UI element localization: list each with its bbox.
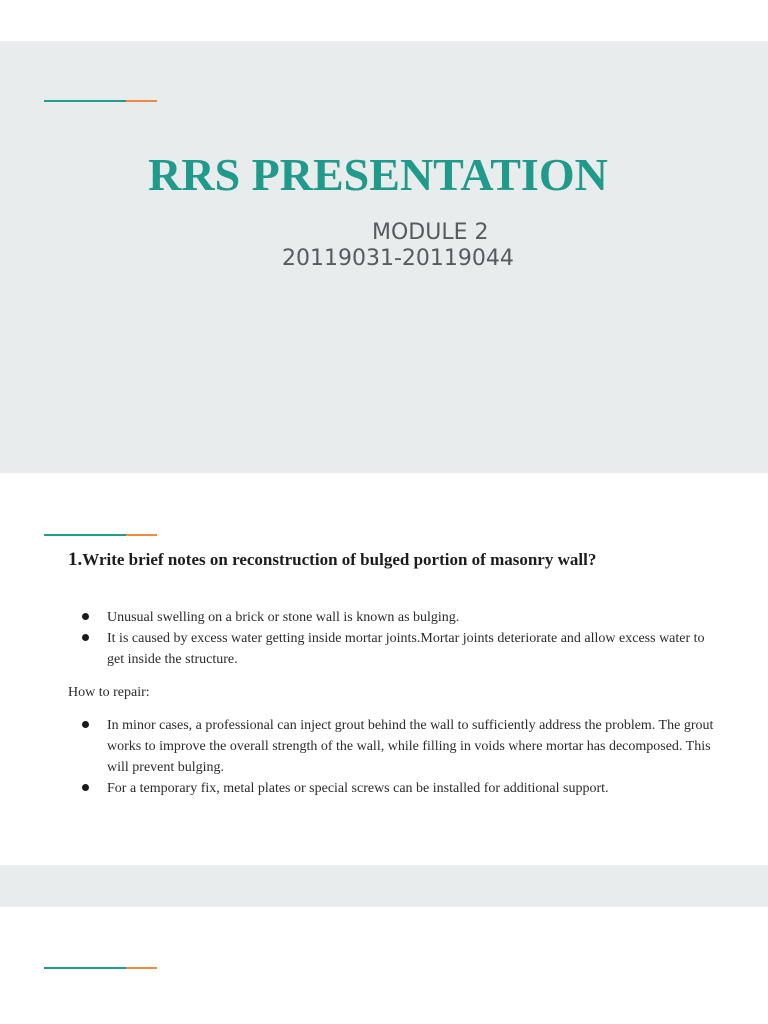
bullet-icon: [82, 721, 89, 728]
accent-line: [44, 967, 157, 969]
list-item-text: For a temporary fix, metal plates or special screws can be installed for additional support.: [107, 781, 609, 796]
module-label: MODULE 2: [372, 220, 489, 245]
accent-line: [44, 534, 157, 536]
list-item: [68, 628, 718, 670]
question-text: Write brief notes on reconstruction of bulged portion of masonry wall?: [82, 550, 597, 569]
accent-line-teal: [44, 967, 126, 969]
accent-line: [44, 100, 157, 102]
question-heading: [68, 549, 596, 571]
bullet-icon: [82, 634, 89, 641]
list-item-text: Unusual swelling on a brick or stone wall is known as bulging.: [107, 610, 460, 625]
presentation-title: RRS PRESENTATION: [148, 149, 608, 200]
accent-line-orange: [126, 534, 157, 536]
list-item: [68, 607, 718, 628]
accent-line-teal: [44, 534, 126, 536]
list-item: [68, 778, 718, 799]
question-slide: [0, 473, 768, 865]
next-slide: [0, 907, 768, 1024]
list-item-text: It is caused by excess water getting inside mortar joints.Mortar joints deteriorate and allow excess water to get inside the structure.: [107, 631, 705, 667]
bullet-icon: [82, 613, 89, 620]
accent-line-orange: [126, 967, 157, 969]
accent-line-teal: [44, 100, 126, 102]
title-slide: [0, 41, 768, 473]
repair-steps-list: [68, 715, 718, 799]
list-item: [68, 715, 718, 778]
list-item-text: In minor cases, a professional can inject grout behind the wall to sufficiently address the problem. The grout works to improve the overall strength of the wall, while filling in voids where mortar has decomposed. This will prevent bulging.: [107, 718, 714, 775]
repair-heading: How to repair:: [68, 685, 150, 700]
roll-number-range: 20119031-20119044: [282, 246, 514, 271]
accent-line-orange: [126, 100, 157, 102]
bulging-description-list: [68, 607, 718, 670]
slide-separator: [0, 865, 768, 907]
question-number: 1.: [68, 549, 83, 570]
bullet-icon: [82, 784, 89, 791]
